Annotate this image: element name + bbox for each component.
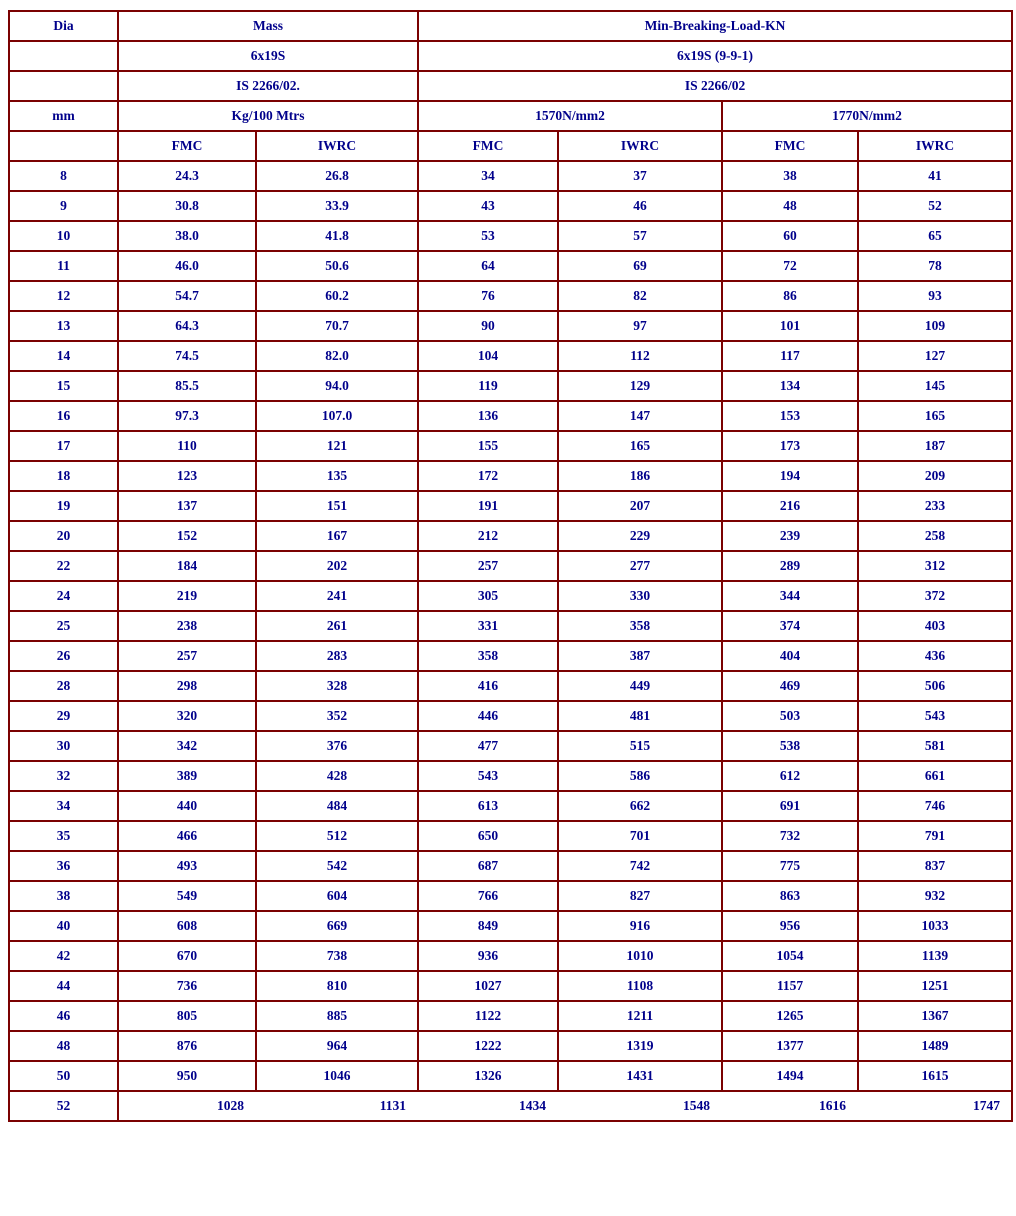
value-cell: 46 [558,191,722,221]
table-row [9,581,1012,611]
value-cell: 1131 [379,1098,406,1113]
value-cell: 404 [722,641,858,671]
value-cell: 1434 [519,1098,546,1113]
value-cell: 328 [256,671,418,701]
value-cell: 1139 [858,941,1012,971]
value-cell: 542 [256,851,418,881]
dia-cell: 29 [9,701,118,731]
value-cell: 123 [118,461,256,491]
value-cell: 207 [558,491,722,521]
value-cell: 956 [722,911,858,941]
table-row [9,341,1012,371]
dia-cell: 11 [9,251,118,281]
value-cell: 1326 [418,1061,558,1091]
table-row [9,641,1012,671]
value-cell: 1108 [558,971,722,1001]
merged-values-cell [118,1091,1012,1121]
value-cell: 344 [722,581,858,611]
table-row [9,551,1012,581]
header-breaking-construction: 6x19S (9-9-1) [418,41,1012,71]
value-cell: 34 [418,161,558,191]
value-cell: 46.0 [118,251,256,281]
value-cell: 74.5 [118,341,256,371]
table-row [9,791,1012,821]
header-row-core [9,131,1012,161]
value-cell: 24.3 [118,161,256,191]
value-cell: 477 [418,731,558,761]
table-row-last [9,1091,1012,1121]
value-cell: 581 [858,731,1012,761]
table-row [9,671,1012,701]
value-cell: 191 [418,491,558,521]
table-row [9,881,1012,911]
value-cell: 137 [118,491,256,521]
value-cell: 257 [418,551,558,581]
value-cell: 305 [418,581,558,611]
value-cell: 691 [722,791,858,821]
value-cell: 538 [722,731,858,761]
value-cell: 33.9 [256,191,418,221]
value-cell: 662 [558,791,722,821]
value-cell: 60 [722,221,858,251]
value-cell: 184 [118,551,256,581]
value-cell: 153 [722,401,858,431]
header-row-units [9,101,1012,131]
value-cell: 612 [722,761,858,791]
value-cell: 1033 [858,911,1012,941]
value-cell: 661 [858,761,1012,791]
value-cell: 78 [858,251,1012,281]
value-cell: 428 [256,761,418,791]
value-cell: 352 [256,701,418,731]
dia-cell: 18 [9,461,118,491]
header-mass-standard: IS 2266/02. [118,71,418,101]
value-cell: 775 [722,851,858,881]
value-cell: 238 [118,611,256,641]
table-row [9,941,1012,971]
value-cell: 173 [722,431,858,461]
value-cell: 101 [722,311,858,341]
dia-cell: 42 [9,941,118,971]
table-row [9,491,1012,521]
value-cell: 104 [418,341,558,371]
value-cell: 1616 [819,1098,846,1113]
value-cell: 403 [858,611,1012,641]
value-cell: 1122 [418,1001,558,1031]
table-row [9,851,1012,881]
value-cell: 650 [418,821,558,851]
value-cell: 289 [722,551,858,581]
value-cell: 1367 [858,1001,1012,1031]
value-cell: 543 [418,761,558,791]
value-cell: 85.5 [118,371,256,401]
header-dia-unit: mm [9,101,118,131]
value-cell: 57 [558,221,722,251]
header-row-construction [9,41,1012,71]
empty-cell [9,131,118,161]
table-row [9,1031,1012,1061]
value-cell: 484 [256,791,418,821]
value-cell: 1251 [858,971,1012,1001]
value-cell: 506 [858,671,1012,701]
table-row [9,401,1012,431]
value-cell: 52 [858,191,1012,221]
value-cell: 1494 [722,1061,858,1091]
dia-cell: 32 [9,761,118,791]
dia-cell: 9 [9,191,118,221]
value-cell: 701 [558,821,722,851]
value-cell: 950 [118,1061,256,1091]
header-grade-1770: 1770N/mm2 [722,101,1012,131]
value-cell: 135 [256,461,418,491]
value-cell: 805 [118,1001,256,1031]
table-row [9,731,1012,761]
value-cell: 885 [256,1001,418,1031]
table-row [9,281,1012,311]
header-mass: Mass [118,11,418,41]
value-cell: 107.0 [256,401,418,431]
value-cell: 216 [722,491,858,521]
table-row [9,971,1012,1001]
value-cell: 241 [256,581,418,611]
value-cell: 53 [418,221,558,251]
value-cell: 48 [722,191,858,221]
value-cell: 70.7 [256,311,418,341]
table-row [9,701,1012,731]
value-cell: 669 [256,911,418,941]
header-core-fmc-1770: FMC [722,131,858,161]
table-row [9,1061,1012,1091]
value-cell: 742 [558,851,722,881]
value-cell: 387 [558,641,722,671]
table-row [9,521,1012,551]
table-row [9,191,1012,221]
value-cell: 212 [418,521,558,551]
value-cell: 151 [256,491,418,521]
dia-cell: 8 [9,161,118,191]
value-cell: 65 [858,221,1012,251]
value-cell: 604 [256,881,418,911]
value-cell: 97.3 [118,401,256,431]
value-cell: 94.0 [256,371,418,401]
table-row [9,311,1012,341]
value-cell: 54.7 [118,281,256,311]
value-cell: 746 [858,791,1012,821]
value-cell: 1489 [858,1031,1012,1061]
value-cell: 119 [418,371,558,401]
dia-cell: 24 [9,581,118,611]
value-cell: 876 [118,1031,256,1061]
value-cell: 37 [558,161,722,191]
header-grade-1570: 1570N/mm2 [418,101,722,131]
value-cell: 258 [858,521,1012,551]
value-cell: 389 [118,761,256,791]
value-cell: 512 [256,821,418,851]
dia-cell: 15 [9,371,118,401]
value-cell: 145 [858,371,1012,401]
header-dia: Dia [9,11,118,41]
value-cell: 109 [858,311,1012,341]
value-cell: 90 [418,311,558,341]
dia-cell: 36 [9,851,118,881]
value-cell: 239 [722,521,858,551]
table-row [9,221,1012,251]
value-cell: 320 [118,701,256,731]
value-cell: 1431 [558,1061,722,1091]
value-cell: 936 [418,941,558,971]
header-mass-unit: Kg/100 Mtrs [118,101,418,131]
value-cell: 863 [722,881,858,911]
value-cell: 86 [722,281,858,311]
value-cell: 1615 [858,1061,1012,1091]
dia-cell: 35 [9,821,118,851]
value-cell: 1265 [722,1001,858,1031]
value-cell: 233 [858,491,1012,521]
value-cell: 82.0 [256,341,418,371]
value-cell: 1157 [722,971,858,1001]
value-cell: 1747 [973,1098,1001,1113]
table-row [9,911,1012,941]
table-row [9,821,1012,851]
value-cell: 372 [858,581,1012,611]
value-cell: 209 [858,461,1012,491]
dia-cell: 48 [9,1031,118,1061]
value-cell: 549 [118,881,256,911]
value-cell: 446 [418,701,558,731]
dia-cell: 50 [9,1061,118,1091]
value-cell: 1010 [558,941,722,971]
value-cell: 134 [722,371,858,401]
value-cell: 298 [118,671,256,701]
value-cell: 791 [858,821,1012,851]
value-cell: 493 [118,851,256,881]
value-cell: 152 [118,521,256,551]
merged-values-strip [119,1092,1011,1120]
value-cell: 69 [558,251,722,281]
value-cell: 543 [858,701,1012,731]
value-cell: 129 [558,371,722,401]
value-cell: 687 [418,851,558,881]
value-cell: 732 [722,821,858,851]
value-cell: 608 [118,911,256,941]
header-core-iwrc-1570: IWRC [558,131,722,161]
value-cell: 127 [858,341,1012,371]
header-breaking-load: Min-Breaking-Load-KN [418,11,1012,41]
value-cell: 202 [256,551,418,581]
value-cell: 60.2 [256,281,418,311]
value-cell: 229 [558,521,722,551]
value-cell: 916 [558,911,722,941]
dia-cell: 19 [9,491,118,521]
value-cell: 376 [256,731,418,761]
dia-cell: 34 [9,791,118,821]
value-cell: 50.6 [256,251,418,281]
value-cell: 30.8 [118,191,256,221]
value-cell: 312 [858,551,1012,581]
value-cell: 26.8 [256,161,418,191]
value-cell: 738 [256,941,418,971]
empty-cell [9,41,118,71]
value-cell: 515 [558,731,722,761]
value-cell: 416 [418,671,558,701]
value-cell: 283 [256,641,418,671]
header-core-iwrc-1770: IWRC [858,131,1012,161]
value-cell: 766 [418,881,558,911]
value-cell: 155 [418,431,558,461]
table-row [9,371,1012,401]
value-cell: 172 [418,461,558,491]
value-cell: 837 [858,851,1012,881]
value-cell: 165 [858,401,1012,431]
value-cell: 1027 [418,971,558,1001]
table-row [9,1001,1012,1031]
value-cell: 41 [858,161,1012,191]
value-cell: 1028 [217,1098,244,1113]
value-cell: 436 [858,641,1012,671]
value-cell: 41.8 [256,221,418,251]
value-cell: 277 [558,551,722,581]
value-cell: 261 [256,611,418,641]
dia-cell: 13 [9,311,118,341]
value-cell: 331 [418,611,558,641]
empty-cell [9,71,118,101]
value-cell: 136 [418,401,558,431]
value-cell: 1222 [418,1031,558,1061]
header-mass-construction: 6x19S [118,41,418,71]
dia-cell: 20 [9,521,118,551]
wire-rope-spec-table [8,10,1013,1122]
value-cell: 194 [722,461,858,491]
value-cell: 97 [558,311,722,341]
value-cell: 165 [558,431,722,461]
header-row-standard [9,71,1012,101]
value-cell: 670 [118,941,256,971]
dia-cell: 22 [9,551,118,581]
value-cell: 186 [558,461,722,491]
value-cell: 72 [722,251,858,281]
page [0,10,1016,1216]
value-cell: 1319 [558,1031,722,1061]
value-cell: 1046 [256,1061,418,1091]
header-row-titles [9,11,1012,41]
value-cell: 449 [558,671,722,701]
value-cell: 964 [256,1031,418,1061]
dia-cell: 38 [9,881,118,911]
dia-cell: 17 [9,431,118,461]
value-cell: 117 [722,341,858,371]
table-row [9,431,1012,461]
dia-cell: 44 [9,971,118,1001]
value-cell: 64.3 [118,311,256,341]
table-row [9,461,1012,491]
dia-cell: 40 [9,911,118,941]
value-cell: 736 [118,971,256,1001]
value-cell: 167 [256,521,418,551]
value-cell: 440 [118,791,256,821]
value-cell: 38.0 [118,221,256,251]
value-cell: 466 [118,821,256,851]
value-cell: 827 [558,881,722,911]
value-cell: 358 [558,611,722,641]
value-cell: 932 [858,881,1012,911]
value-cell: 810 [256,971,418,1001]
value-cell: 586 [558,761,722,791]
value-cell: 330 [558,581,722,611]
table-row [9,611,1012,641]
value-cell: 82 [558,281,722,311]
header-core-fmc-mass: FMC [118,131,256,161]
value-cell: 110 [118,431,256,461]
dia-cell: 25 [9,611,118,641]
dia-cell: 46 [9,1001,118,1031]
dia-cell: 26 [9,641,118,671]
value-cell: 147 [558,401,722,431]
value-cell: 64 [418,251,558,281]
value-cell: 613 [418,791,558,821]
dia-cell: 14 [9,341,118,371]
value-cell: 1211 [558,1001,722,1031]
value-cell: 481 [558,701,722,731]
value-cell: 503 [722,701,858,731]
value-cell: 342 [118,731,256,761]
value-cell: 219 [118,581,256,611]
value-cell: 1377 [722,1031,858,1061]
dia-cell: 30 [9,731,118,761]
dia-cell: 10 [9,221,118,251]
value-cell: 469 [722,671,858,701]
value-cell: 257 [118,641,256,671]
header-core-iwrc-mass: IWRC [256,131,418,161]
value-cell: 121 [256,431,418,461]
value-cell: 1054 [722,941,858,971]
value-cell: 849 [418,911,558,941]
value-cell: 93 [858,281,1012,311]
value-cell: 43 [418,191,558,221]
dia-cell: 52 [9,1091,118,1121]
value-cell: 187 [858,431,1012,461]
value-cell: 38 [722,161,858,191]
dia-cell: 16 [9,401,118,431]
value-cell: 358 [418,641,558,671]
value-cell: 112 [558,341,722,371]
table-row [9,161,1012,191]
value-cell: 374 [722,611,858,641]
table-row [9,761,1012,791]
dia-cell: 12 [9,281,118,311]
table-row [9,251,1012,281]
value-cell: 1548 [683,1098,710,1113]
value-cell: 76 [418,281,558,311]
dia-cell: 28 [9,671,118,701]
header-core-fmc-1570: FMC [418,131,558,161]
header-breaking-standard: IS 2266/02 [418,71,1012,101]
